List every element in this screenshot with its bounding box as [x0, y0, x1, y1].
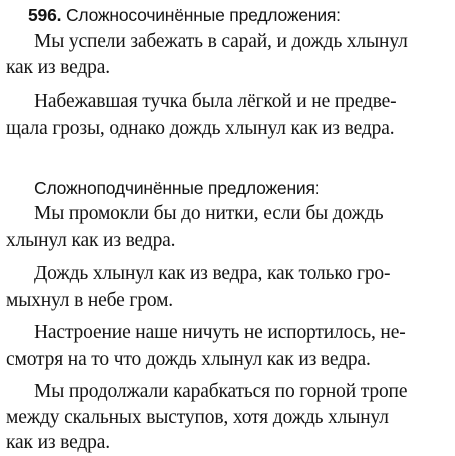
paragraph-line: смотря на то что дождь хлынул как из ведра. — [6, 349, 371, 370]
paragraph-line: Дождь хлынул как из ведра, как только гро- — [34, 263, 391, 284]
paragraph-line: Мы успели забежать в сарай, и дождь хлынул — [34, 31, 408, 52]
paragraph-line: Набежавшая тучка была лёгкой и не предве- — [34, 91, 397, 112]
heading-complex-sentences: Сложноподчинённые предложения: — [34, 178, 320, 198]
exercise-heading — [28, 4, 341, 26]
paragraph-line: между скальных выступов, хотя дождь хлынул — [6, 407, 389, 428]
paragraph-line: Мы продолжали карабкаться по горной тропе — [34, 381, 408, 402]
paragraph-line: как из ведра. — [6, 57, 110, 78]
paragraph-line: как из ведра. — [6, 432, 110, 453]
exercise-number: 596. — [28, 5, 62, 25]
paragraph-line: щала грозы, однако дождь хлынул как из ведра. — [6, 118, 395, 139]
paragraph-line: хлынул как из ведра. — [6, 230, 176, 251]
paragraph-line: Настроение наше ничуть не испортилось, не- — [34, 322, 406, 343]
paragraph-line: мыхнул в небе гром. — [6, 290, 173, 311]
paragraph-line: Мы промокли бы до нитки, если бы дождь — [34, 203, 384, 224]
heading-compound-sentences: Сложносочинённые предложения: — [65, 5, 341, 25]
